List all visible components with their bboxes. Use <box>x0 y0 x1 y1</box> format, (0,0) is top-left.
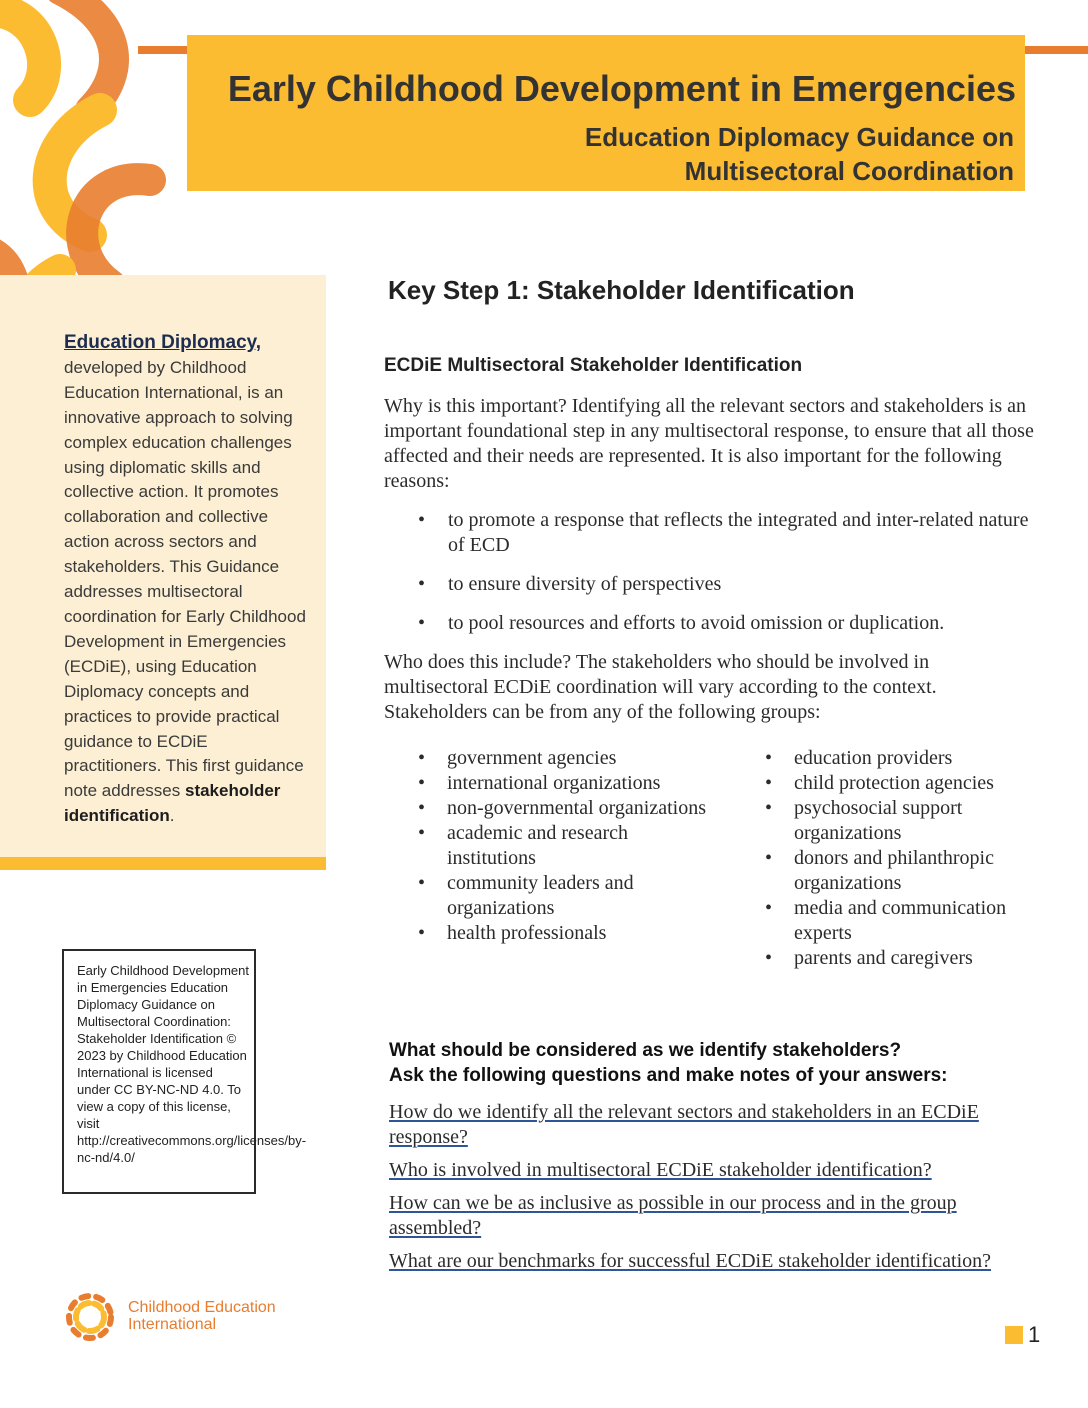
sidebar-lead-link[interactable]: Education Diplomacy, <box>64 332 262 353</box>
childhood-education-logo-icon <box>64 1291 116 1343</box>
questions-heading-line-1: What should be considered as we identify stakeholders? <box>389 1040 902 1061</box>
sidebar-text <box>64 331 309 829</box>
page-number-marker <box>1005 1326 1023 1344</box>
question-link-1[interactable]: How do we identify all the relevant sectors and stakeholders in an ECDiE response? <box>389 1101 979 1148</box>
questions-list <box>389 1100 1039 1282</box>
list-item: • community leaders and organizations <box>384 871 714 921</box>
list-item: • child protection agencies <box>731 771 1051 796</box>
subtitle-line-1: Education Diplomacy Guidance on <box>584 122 1014 152</box>
list-item: • to pool resources and efforts to avoid omission or duplication. <box>384 611 1044 636</box>
questions-heading-line-2: Ask the following questions and make notes of your answers: <box>389 1065 948 1086</box>
question-link-2[interactable]: Who is involved in multisectoral ECDiE stakeholder identification? <box>389 1159 932 1181</box>
sidebar-bottom-rule <box>0 857 326 870</box>
list-item: • non-governmental organizations <box>384 796 714 821</box>
question-item <box>389 1158 1039 1183</box>
list-item: • health professionals <box>384 921 714 946</box>
logo-line-1: Childhood Education <box>128 1299 276 1316</box>
reasons-list <box>384 508 1044 650</box>
list-item: • to ensure diversity of perspectives <box>384 572 1044 597</box>
question-link-3[interactable]: How can we be as inclusive as possible in our process and in the group assembled? <box>389 1192 957 1239</box>
list-item: • academic and research institutions <box>384 821 714 871</box>
question-item <box>389 1100 1039 1150</box>
document-title: Early Childhood Development in Emergencies <box>227 68 1016 109</box>
logo-text <box>128 1299 276 1333</box>
logo-line-2: International <box>128 1316 217 1333</box>
list-item: • education providers <box>731 746 1051 771</box>
license-text: Early Childhood Development in Emergencies Education Diplomacy Guidance on Multisectoral Coordination: Stakeholder Identification © 2023 by Childhood Education International is licensed under CC BY-NC-ND 4.0. To view a copy of this license, visit http://creativecommons.org/licenses/by-nc-nd/4.0/ <box>77 963 307 1165</box>
key-step-heading: Key Step 1: Stakeholder Identification <box>388 275 855 305</box>
sidebar-emphasis: stakeholder identification <box>64 781 281 826</box>
subtitle-line-2: Multisectoral Coordination <box>684 156 1014 186</box>
question-item <box>389 1249 1039 1274</box>
stakeholder-groups-right <box>731 746 1051 971</box>
questions-heading <box>389 1038 948 1088</box>
list-item: • to promote a response that reflects the integrated and inter-related nature of ECD <box>384 508 1044 558</box>
stakeholder-groups-left <box>384 746 714 946</box>
sidebar-end: . <box>169 806 175 826</box>
why-paragraph: Why is this important? Identifying all the relevant sectors and stakeholders is an important foundational step in any multisectoral response, to ensure that all those affected and their needs are represented. It is also important for the following reasons: <box>384 395 1034 492</box>
page-number: 1 <box>1028 1322 1041 1347</box>
list-item: • parents and caregivers <box>731 946 1051 971</box>
list-item: • donors and philanthropic organizations <box>731 846 1051 896</box>
who-paragraph: Who does this include? The stakeholders who should be involved in multisectoral ECDiE coordination will vary according to the context. Stakeholders can be from any of the following groups: <box>384 651 937 723</box>
list-item: • media and communication experts <box>731 896 1051 946</box>
sidebar-body: developed by Childhood Education International, is an innovative approach to solving complex education challenges using diplomatic skills and collective action. It promotes collaboration and collective action across sectors and stakeholders. This Guidance addresses multisectoral coordination for Early Childhood Development in Emergencies (ECDiE), using Education Diplomacy concepts and practices to provide practical guidance to ECDiE practitioners. This first guidance note addresses <box>64 357 306 801</box>
document-subtitle <box>585 120 1014 188</box>
section-title: ECDiE Multisectoral Stakeholder Identification <box>384 355 803 376</box>
list-item: • international organizations <box>384 771 714 796</box>
question-link-4[interactable]: What are our benchmarks for successful ECDiE stakeholder identification? <box>389 1250 992 1272</box>
question-item <box>389 1191 1039 1241</box>
list-item: • psychosocial support organizations <box>731 796 1051 846</box>
list-item: • government agencies <box>384 746 714 771</box>
